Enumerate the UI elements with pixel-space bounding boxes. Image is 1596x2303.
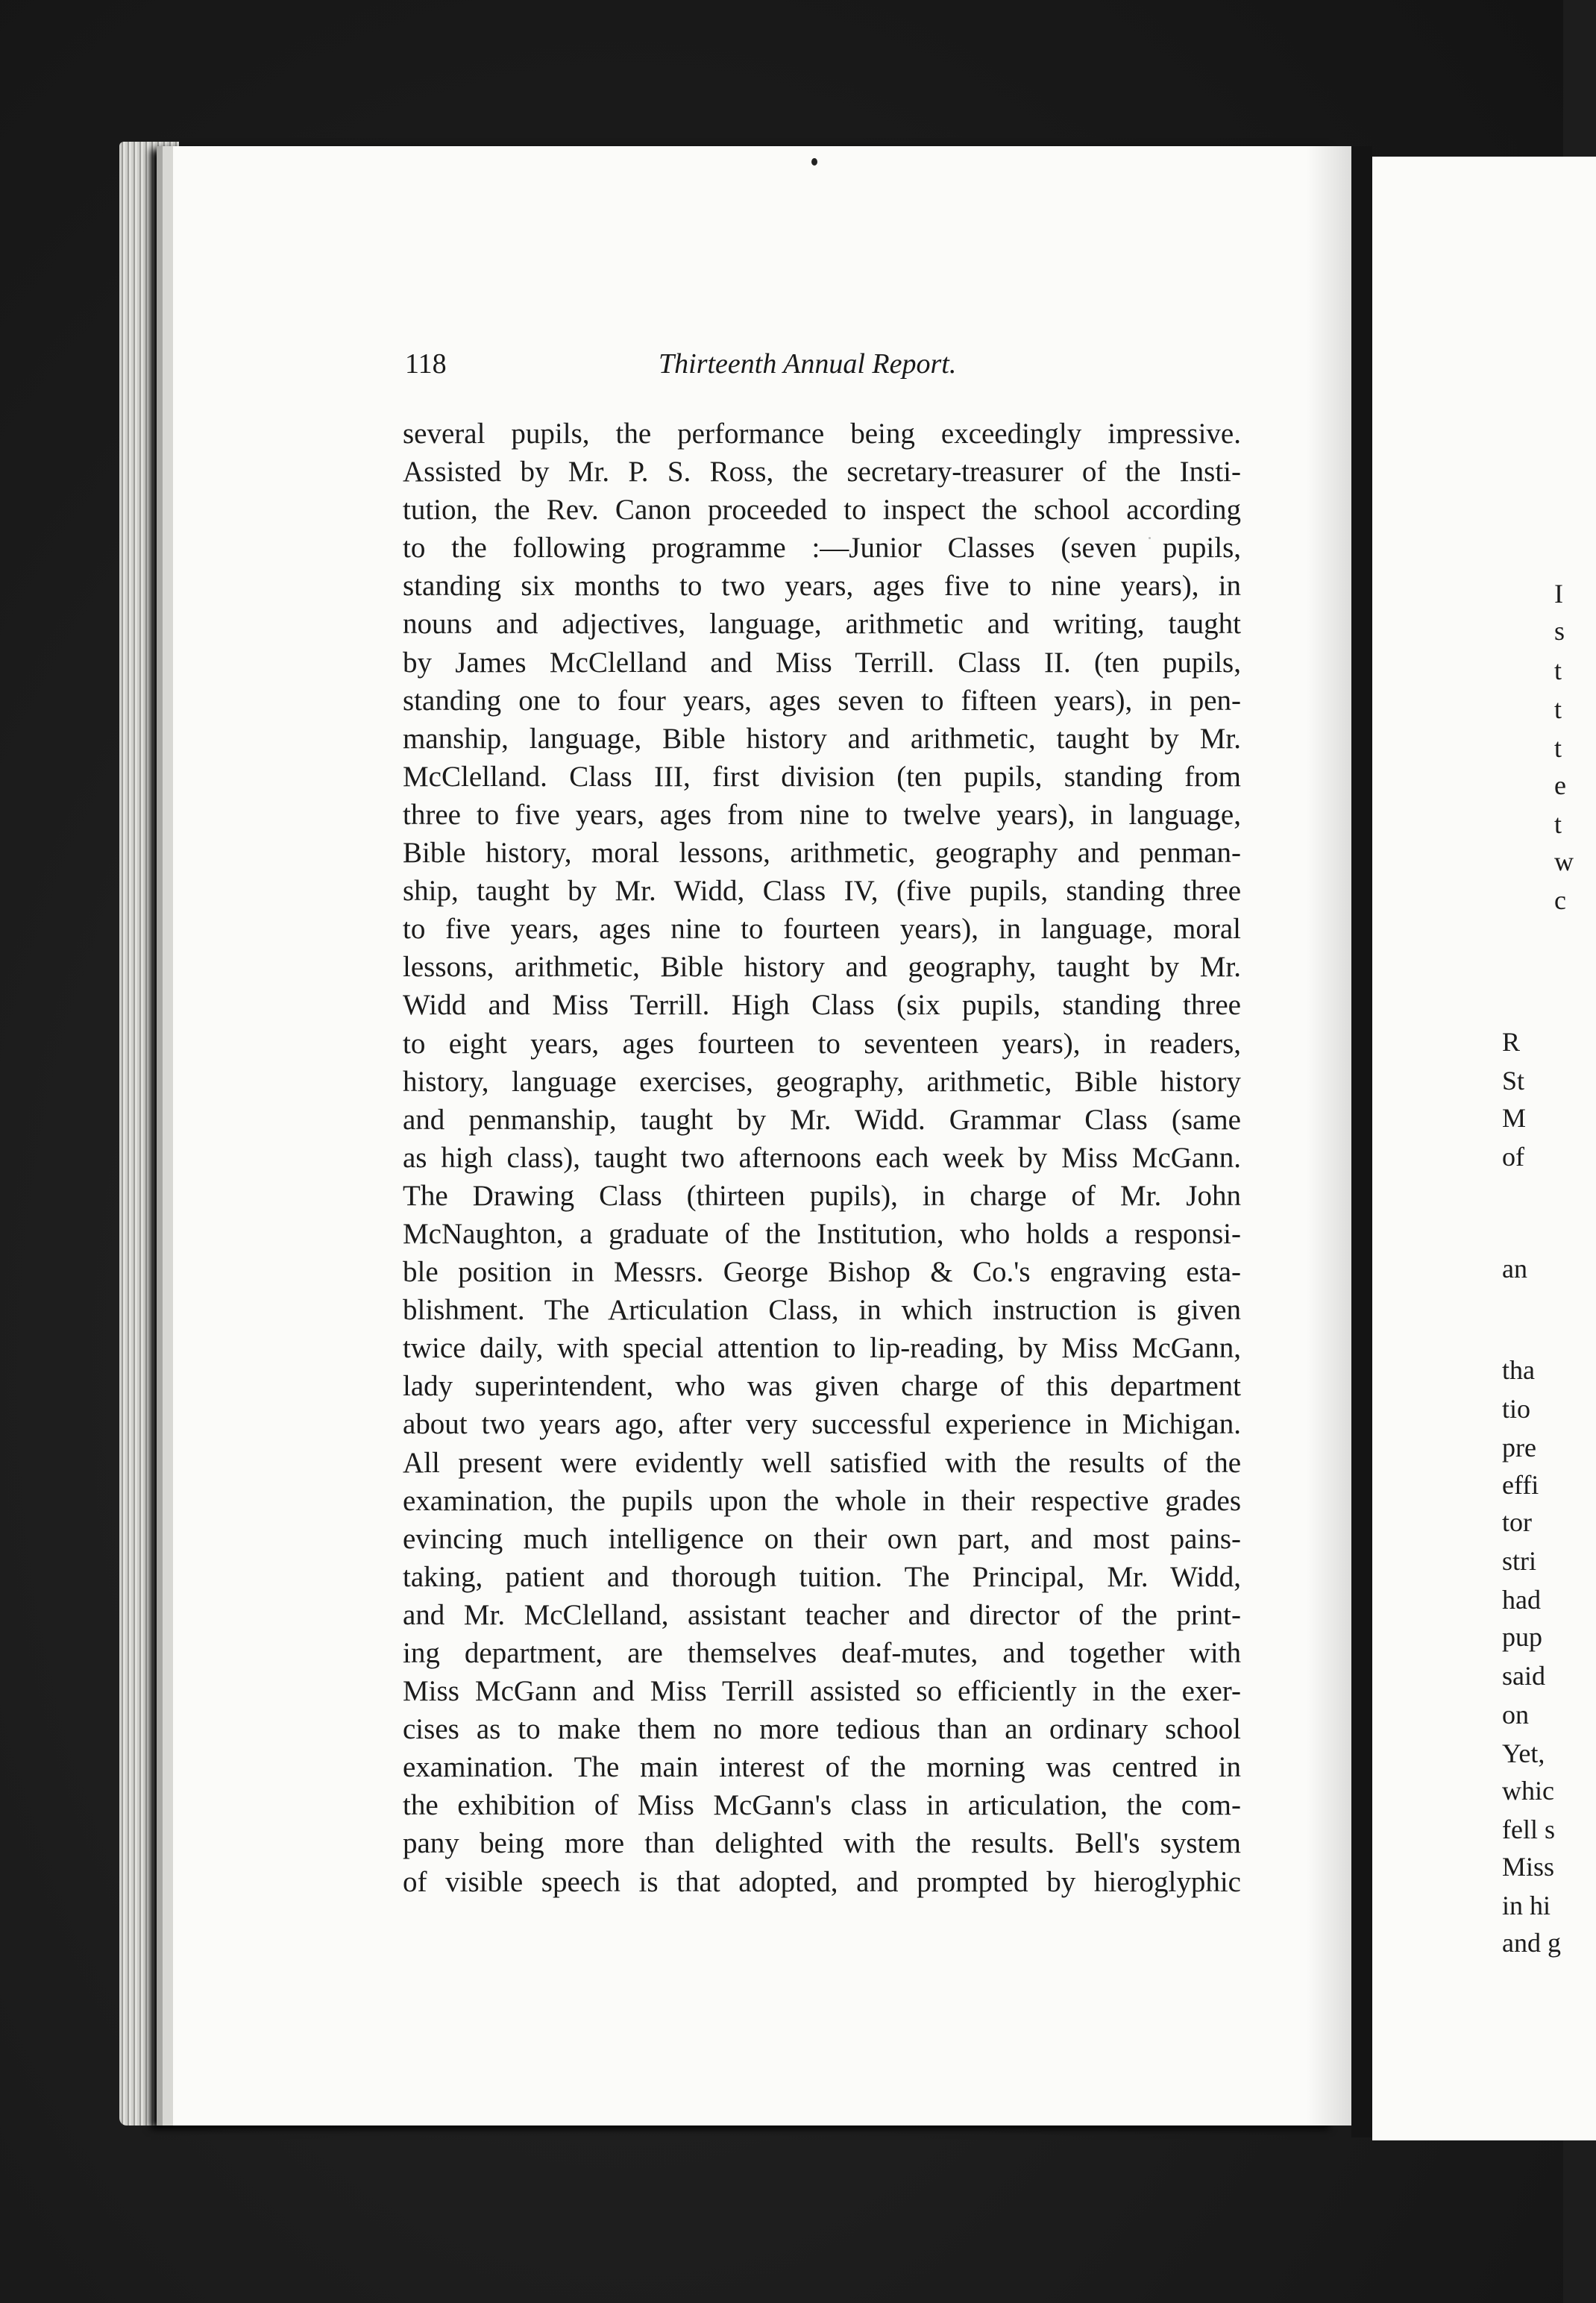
text-line: by James McClelland and Miss Terrill. Class II. (ten pupils, <box>403 646 1241 679</box>
book-page-edges <box>119 142 179 2126</box>
text-fragment: tio <box>1502 1394 1531 1424</box>
page-number: 118 <box>405 348 447 380</box>
text-line: McClelland. Class III, first division (ten pupils, standing from <box>403 760 1241 793</box>
ink-speck <box>811 158 817 166</box>
text-line: three to five years, ages from nine to twelve years), in language, <box>403 798 1241 831</box>
text-line: tution, the Rev. Canon proceeded to inspect the school according <box>403 494 1241 527</box>
text-line: and Mr. McClelland, assistant teacher and director of the print- <box>403 1598 1241 1631</box>
text-line: to eight years, ages fourteen to seventeen years), in readers, <box>403 1027 1241 1060</box>
text-fragment: t <box>1554 694 1562 724</box>
text-line: examination, the pupils upon the whole in their respective grades <box>403 1484 1241 1517</box>
text-line: and penmanship, taught by Mr. Widd. Grammar Class (same <box>403 1103 1241 1136</box>
text-fragment: Yet, <box>1502 1738 1545 1768</box>
text-fragment: M <box>1502 1103 1527 1133</box>
text-fragment: an <box>1502 1254 1527 1284</box>
text-line: Widd and Miss Terrill. High Class (six pupils, standing three <box>403 989 1241 1022</box>
text-line: evincing much intelligence on their own part, and most pains- <box>403 1522 1241 1555</box>
text-line: nouns and adjectives, language, arithmetic and writing, taught <box>403 608 1241 641</box>
right-page <box>1372 157 1596 2140</box>
text-line: Bible history, moral lessons, arithmetic, geography and penman- <box>403 837 1241 870</box>
text-fragment: pup <box>1502 1622 1542 1652</box>
text-line: blishment. The Articulation Class, in which instruction is given <box>403 1294 1241 1327</box>
text-fragment: s <box>1554 616 1565 646</box>
text-fragment: R <box>1502 1027 1521 1057</box>
running-title: Thirteenth Annual Report. <box>659 348 957 380</box>
text-fragment: I <box>1554 579 1563 609</box>
text-fragment: tor <box>1502 1507 1532 1537</box>
text-fragment: whic <box>1502 1776 1554 1806</box>
text-fragment: pre <box>1502 1433 1536 1462</box>
text-line: ble position in Messrs. George Bishop & Co.'s engraving esta- <box>403 1256 1241 1289</box>
text-line: of visible speech is that adopted, and prompted by hieroglyphic <box>403 1865 1241 1898</box>
text-fragment: effi <box>1502 1470 1539 1500</box>
text-fragment: t <box>1554 809 1562 839</box>
text-line: several pupils, the performance being exceedingly impressive. <box>403 418 1241 450</box>
text-fragment: e <box>1554 770 1566 800</box>
text-line: twice daily, with special attention to lip-reading, by Miss McGann, <box>403 1332 1241 1365</box>
text-fragment: stri <box>1502 1546 1537 1576</box>
text-line: as high class), taught two afternoons each week by Miss McGann. <box>403 1141 1241 1174</box>
text-line: history, language exercises, geography, arithmetic, Bible history <box>403 1065 1241 1098</box>
text-fragment: of <box>1502 1142 1524 1172</box>
text-line: standing six months to two years, ages five to nine years), in <box>403 570 1241 603</box>
text-line: the exhibition of Miss McGann's class in articulation, the com- <box>403 1789 1241 1822</box>
text-fragment: Miss <box>1502 1852 1555 1882</box>
text-fragment: c <box>1554 885 1566 915</box>
text-fragment: St <box>1502 1066 1525 1096</box>
text-line: about two years ago, after very successful experience in Michigan. <box>403 1408 1241 1441</box>
text-line: McNaughton, a graduate of the Institution, who holds a responsi- <box>403 1217 1241 1250</box>
text-line: ing department, are themselves deaf-mutes, and together with <box>403 1637 1241 1669</box>
text-fragment: w <box>1554 846 1574 876</box>
text-fragment: on <box>1502 1700 1529 1729</box>
text-line: Miss McGann and Miss Terrill assisted so efficiently in the exer- <box>403 1675 1241 1708</box>
body-text <box>403 415 1241 1901</box>
text-line: manship, language, Bible history and arithmetic, taught by Mr. <box>403 722 1241 755</box>
text-fragment: in hi <box>1502 1891 1551 1920</box>
page-header <box>405 348 1002 392</box>
text-line: cises as to make them no more tedious than an ordinary school <box>403 1713 1241 1746</box>
text-fragment: fell s <box>1502 1815 1555 1844</box>
text-line: lady superintendent, who was given charge of this department <box>403 1370 1241 1403</box>
text-line: to the following programme :—Junior Classes (seven pupils, <box>403 532 1241 565</box>
text-line: standing one to four years, ages seven to fifteen years), in pen- <box>403 684 1241 717</box>
text-line: All present were evidently well satisfied with the results of the <box>403 1446 1241 1479</box>
text-fragment: tha <box>1502 1355 1535 1385</box>
text-line: examination. The main interest of the morning was centred in <box>403 1751 1241 1784</box>
text-line: pany being more than delighted with the results. Bell's system <box>403 1827 1241 1860</box>
text-fragment: said <box>1502 1661 1545 1691</box>
text-fragment: had <box>1502 1585 1541 1615</box>
text-fragment: and g <box>1502 1928 1561 1958</box>
text-line: ship, taught by Mr. Widd, Class IV, (five pupils, standing three <box>403 875 1241 908</box>
text-fragment: t <box>1554 656 1562 685</box>
text-line: The Drawing Class (thirteen pupils), in charge of Mr. John <box>403 1179 1241 1212</box>
text-line: to five years, ages nine to fourteen years), in language, moral <box>403 913 1241 946</box>
text-line: lessons, arithmetic, Bible history and geography, taught by Mr. <box>403 951 1241 984</box>
text-line: taking, patient and thorough tuition. The Principal, Mr. Widd, <box>403 1560 1241 1593</box>
text-line: Assisted by Mr. P. S. Ross, the secretary-treasurer of the Insti- <box>403 456 1241 488</box>
text-fragment: t <box>1554 733 1562 763</box>
book-gutter <box>1351 146 1372 2137</box>
